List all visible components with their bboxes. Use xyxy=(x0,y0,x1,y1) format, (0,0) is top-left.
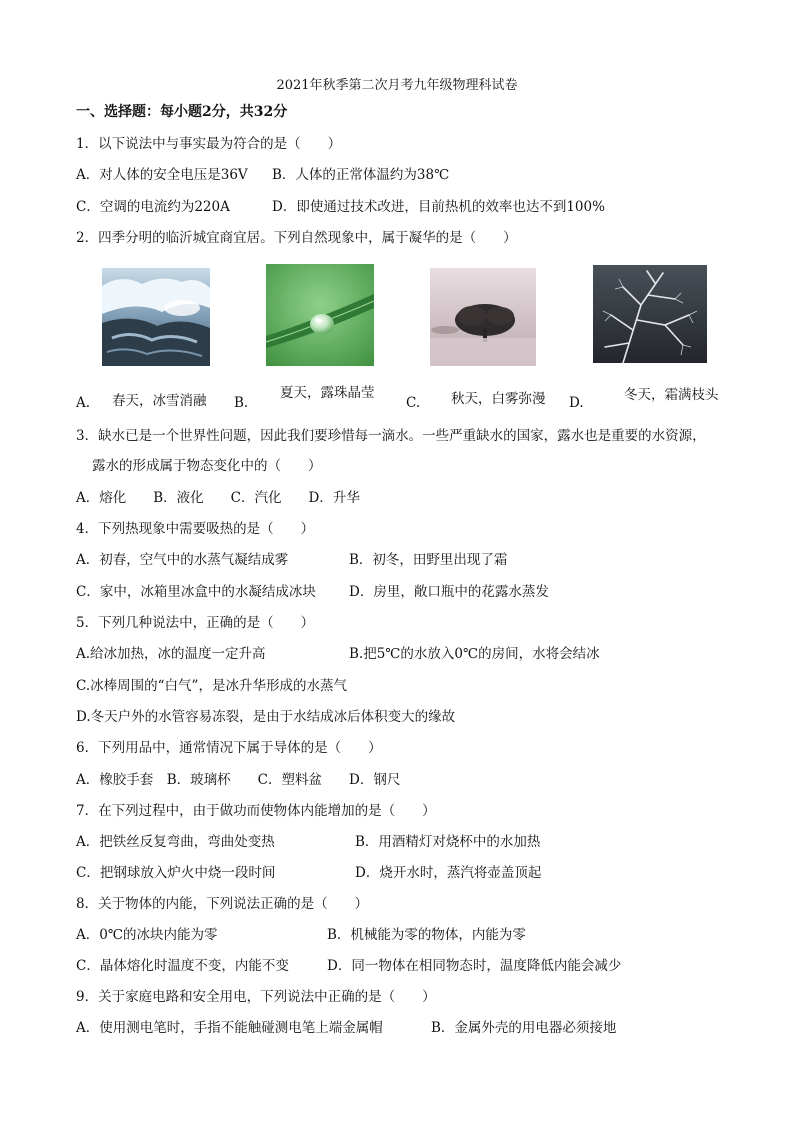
question-4-option-c: C．家中，冰箱里冰盒中的水凝结成冰块 xyxy=(76,584,316,600)
question-2-stem: 2．四季分明的临沂城宜商宜居。下列自然现象中，属于凝华的是（ ） xyxy=(76,230,517,246)
photo-fog-tree xyxy=(430,268,536,366)
question-2-option-a-caption: 春天，冰雪消融 xyxy=(112,393,207,409)
question-8-stem: 8．关于物体的内能，下列说法正确的是（ ） xyxy=(76,896,369,912)
question-8-option-d: D．同一物体在相同物态时，温度降低内能会减少 xyxy=(327,958,622,974)
question-9-option-a: A．使用测电笔时，手指不能触碰测电笔上端金属帽 xyxy=(76,1020,383,1036)
question-8-option-a: A．0℃的冰块内能为零 xyxy=(76,927,218,943)
question-4-option-a: A．初春，空气中的水蒸气凝结成雾 xyxy=(76,552,289,568)
question-7-option-c: C．把钢球放入炉火中烧一段时间 xyxy=(76,865,276,881)
question-9-option-b: B．金属外壳的用电器必须接地 xyxy=(431,1020,617,1036)
question-1-option-c: C．空调的电流约为220A xyxy=(76,199,230,215)
question-3-options: A．熔化 B．液化 C．汽化 D．升华 xyxy=(76,490,360,506)
question-7-option-d: D．烧开水时，蒸汽将壶盖顶起 xyxy=(355,865,542,881)
question-3-stem-line-2: 露水的形成属于物态变化中的（ ） xyxy=(92,458,322,474)
page-title: 2021年秋季第二次月考九年级物理科试卷 xyxy=(276,78,518,93)
question-2-option-d-caption: 冬天，霜满枝头 xyxy=(624,387,719,403)
question-2-option-b-letter: B. xyxy=(234,395,249,411)
question-2-option-a-letter: A. xyxy=(76,395,91,411)
question-3-stem-line-1: 3．缺水已是一个世界性问题，因此我们要珍惜每一滴水。一些严重缺水的国家，露水也是重要的水资源， xyxy=(76,428,706,444)
question-2-option-c-caption: 秋天，白雾弥漫 xyxy=(451,391,546,407)
photo-frost-branches xyxy=(593,265,707,363)
question-5-stem: 5．下列几种说法中，正确的是（ ） xyxy=(76,615,315,631)
question-1-option-b: B．人体的正常体温约为38℃ xyxy=(272,167,450,183)
question-1-stem: 1．以下说法中与事实最为符合的是（ ） xyxy=(76,136,342,152)
question-4-stem: 4．下列热现象中需要吸热的是（ ） xyxy=(76,521,315,537)
question-8-option-c: C．晶体熔化时温度不变，内能不变 xyxy=(76,958,289,974)
question-1-option-d: D．即使通过技术改进，目前热机的效率也达不到100% xyxy=(272,199,605,215)
question-8-option-b: B．机械能为零的物体，内能为零 xyxy=(327,927,526,943)
photo-dew-drop xyxy=(266,264,374,366)
question-5-option-c: C.冰棒周围的“白气”，是冰升华形成的水蒸气 xyxy=(76,678,347,694)
question-9-stem: 9．关于家庭电路和安全用电，下列说法中正确的是（ ） xyxy=(76,989,436,1005)
question-7-option-a: A．把铁丝反复弯曲，弯曲处变热 xyxy=(76,834,275,850)
question-7-option-b: B．用酒精灯对烧杯中的水加热 xyxy=(355,834,541,850)
question-5-option-a: A.给冰加热，冰的温度一定升高 xyxy=(76,646,266,662)
question-6-stem: 6．下列用品中，通常情况下属于导体的是（ ） xyxy=(76,740,382,756)
question-2-option-d-letter: D. xyxy=(569,395,584,411)
photo-ice-melting xyxy=(102,268,210,366)
question-4-option-d: D．房里，敞口瓶中的花露水蒸发 xyxy=(349,584,549,600)
question-5-option-d: D.冬天户外的水管容易冻裂，是由于水结成冰后体积变大的缘故 xyxy=(76,709,456,725)
question-2-option-c-letter: C. xyxy=(406,395,421,411)
question-4-option-b: B．初冬，田野里出现了霜 xyxy=(349,552,508,568)
question-7-stem: 7．在下列过程中，由于做功而使物体内能增加的是（ ） xyxy=(76,803,436,819)
question-6-options: A．橡胶手套 B．玻璃杯 C．塑料盆 D．钢尺 xyxy=(76,772,401,788)
question-2-option-b-caption: 夏天，露珠晶莹 xyxy=(280,385,375,401)
question-5-option-b: B.把5℃的水放入0℃的房间，水将会结冰 xyxy=(349,646,600,662)
question-1-option-a: A．对人体的安全电压是36V xyxy=(76,167,248,183)
section-heading: 一、选择题：每小题2分，共32分 xyxy=(76,104,288,120)
